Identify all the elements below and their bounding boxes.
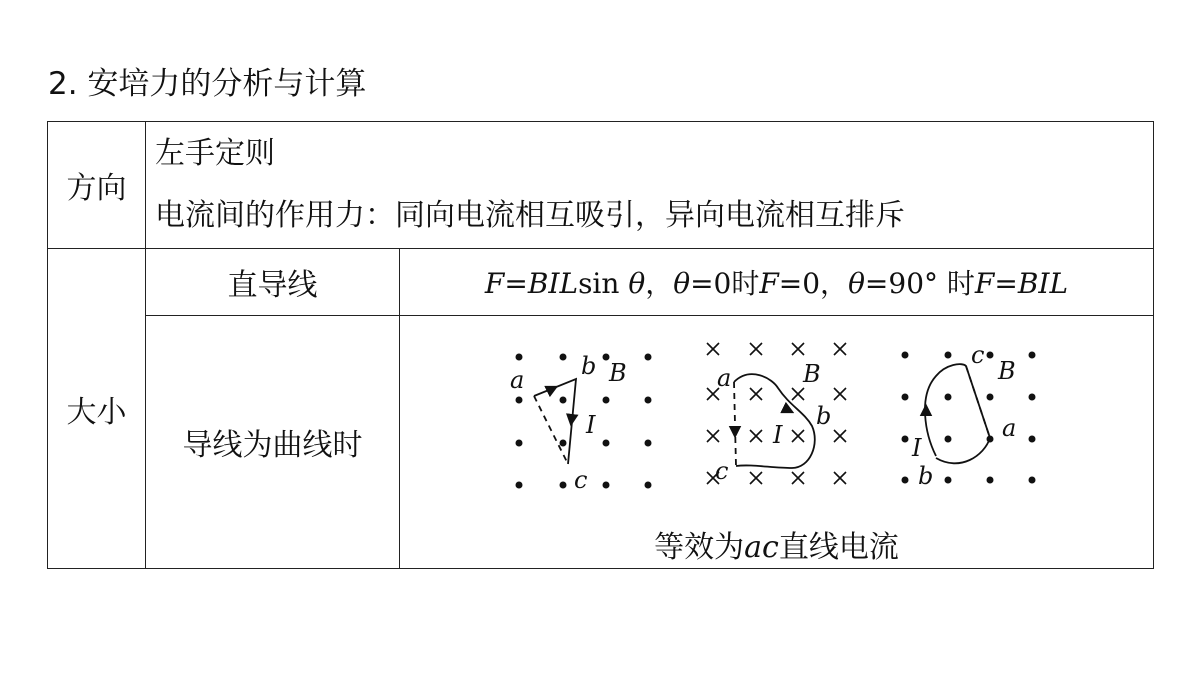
field-cross [792, 472, 804, 484]
formula-theta-zero: θ [673, 267, 691, 300]
label-B-2: B [803, 360, 821, 388]
straight-wire-formula [400, 249, 1154, 316]
formula-90-case: =90° 时 [864, 267, 975, 300]
formula-eq: = [504, 267, 528, 300]
label-a-2: a [717, 364, 732, 392]
field-cross [750, 388, 762, 400]
ampere-force-table [47, 121, 1154, 569]
field-cross [750, 430, 762, 442]
field-cross [750, 472, 762, 484]
formula-bil-max: BIL [1017, 267, 1069, 300]
caption-ac: ac [744, 530, 779, 565]
label-c-3: c [971, 341, 985, 369]
left-hand-rule-text: 左手定则 [155, 136, 275, 171]
diagram-2 [707, 343, 846, 485]
field-cross [707, 343, 719, 355]
label-I-2: I [773, 421, 783, 449]
formula-comma: ， [645, 267, 674, 300]
formula-f-max: F [974, 267, 995, 300]
label-b-3: b [918, 462, 934, 490]
curved-wire-1 [534, 379, 576, 464]
label-b-2: b [816, 402, 832, 430]
field-cross [792, 388, 804, 400]
label-c-2: c [715, 457, 729, 485]
label-I-3: I [912, 434, 922, 462]
field-cross [750, 343, 762, 355]
equivalent-line-2 [734, 382, 736, 466]
caption-prefix: 等效为 [654, 530, 745, 565]
label-B-1: B [609, 359, 627, 387]
caption-suffix: 直线电流 [778, 530, 899, 565]
section-heading: 2. 安培力的分析与计算 [48, 66, 367, 102]
direction-row [48, 122, 1154, 249]
curved-wire-diagrams [400, 316, 1154, 569]
field-cross [707, 430, 719, 442]
formula-eq-max: = [994, 267, 1018, 300]
label-a-1: a [510, 366, 525, 394]
formula-zero-case: =0时 [690, 267, 760, 300]
field-cross [834, 343, 846, 355]
field-cross [834, 430, 846, 442]
field-cross [834, 388, 846, 400]
field-cross [792, 430, 804, 442]
formula-theta-90: θ [848, 267, 865, 300]
current-interaction-text: 电流间的作用力：同向电流相互吸引，异向电流相互排斥 [155, 198, 905, 233]
current-arrow-1b [571, 416, 572, 424]
direction-content [146, 122, 1154, 249]
straight-wire-row [48, 249, 1154, 316]
diagram-3 [902, 341, 1036, 490]
formula-f-zero: F [759, 267, 779, 300]
formula-zero-result: =0， [778, 267, 849, 300]
equivalent-caption [400, 522, 1153, 566]
formula-theta: θ [628, 267, 646, 300]
diagram-1 [510, 352, 652, 494]
magnitude-label: 大小 [48, 249, 146, 569]
curved-wire-label: 导线为曲线时 [146, 316, 400, 569]
curved-wire-row [48, 316, 1154, 569]
label-B-3: B [998, 357, 1016, 385]
current-arrow-2 [784, 408, 792, 412]
formula-sin: sin [578, 267, 629, 300]
equivalent-line-1 [534, 396, 568, 464]
label-b-1: b [581, 352, 597, 380]
label-a-3: a [1002, 414, 1017, 442]
curved-wire-3 [925, 364, 990, 463]
field-cross [792, 343, 804, 355]
field-cross [834, 472, 846, 484]
label-c-1: c [574, 466, 588, 494]
formula-f: F [484, 267, 505, 300]
direction-label: 方向 [48, 122, 146, 249]
straight-wire-label: 直导线 [146, 249, 400, 316]
formula-bil: BIL [527, 267, 579, 300]
label-I-1: I [586, 411, 596, 439]
